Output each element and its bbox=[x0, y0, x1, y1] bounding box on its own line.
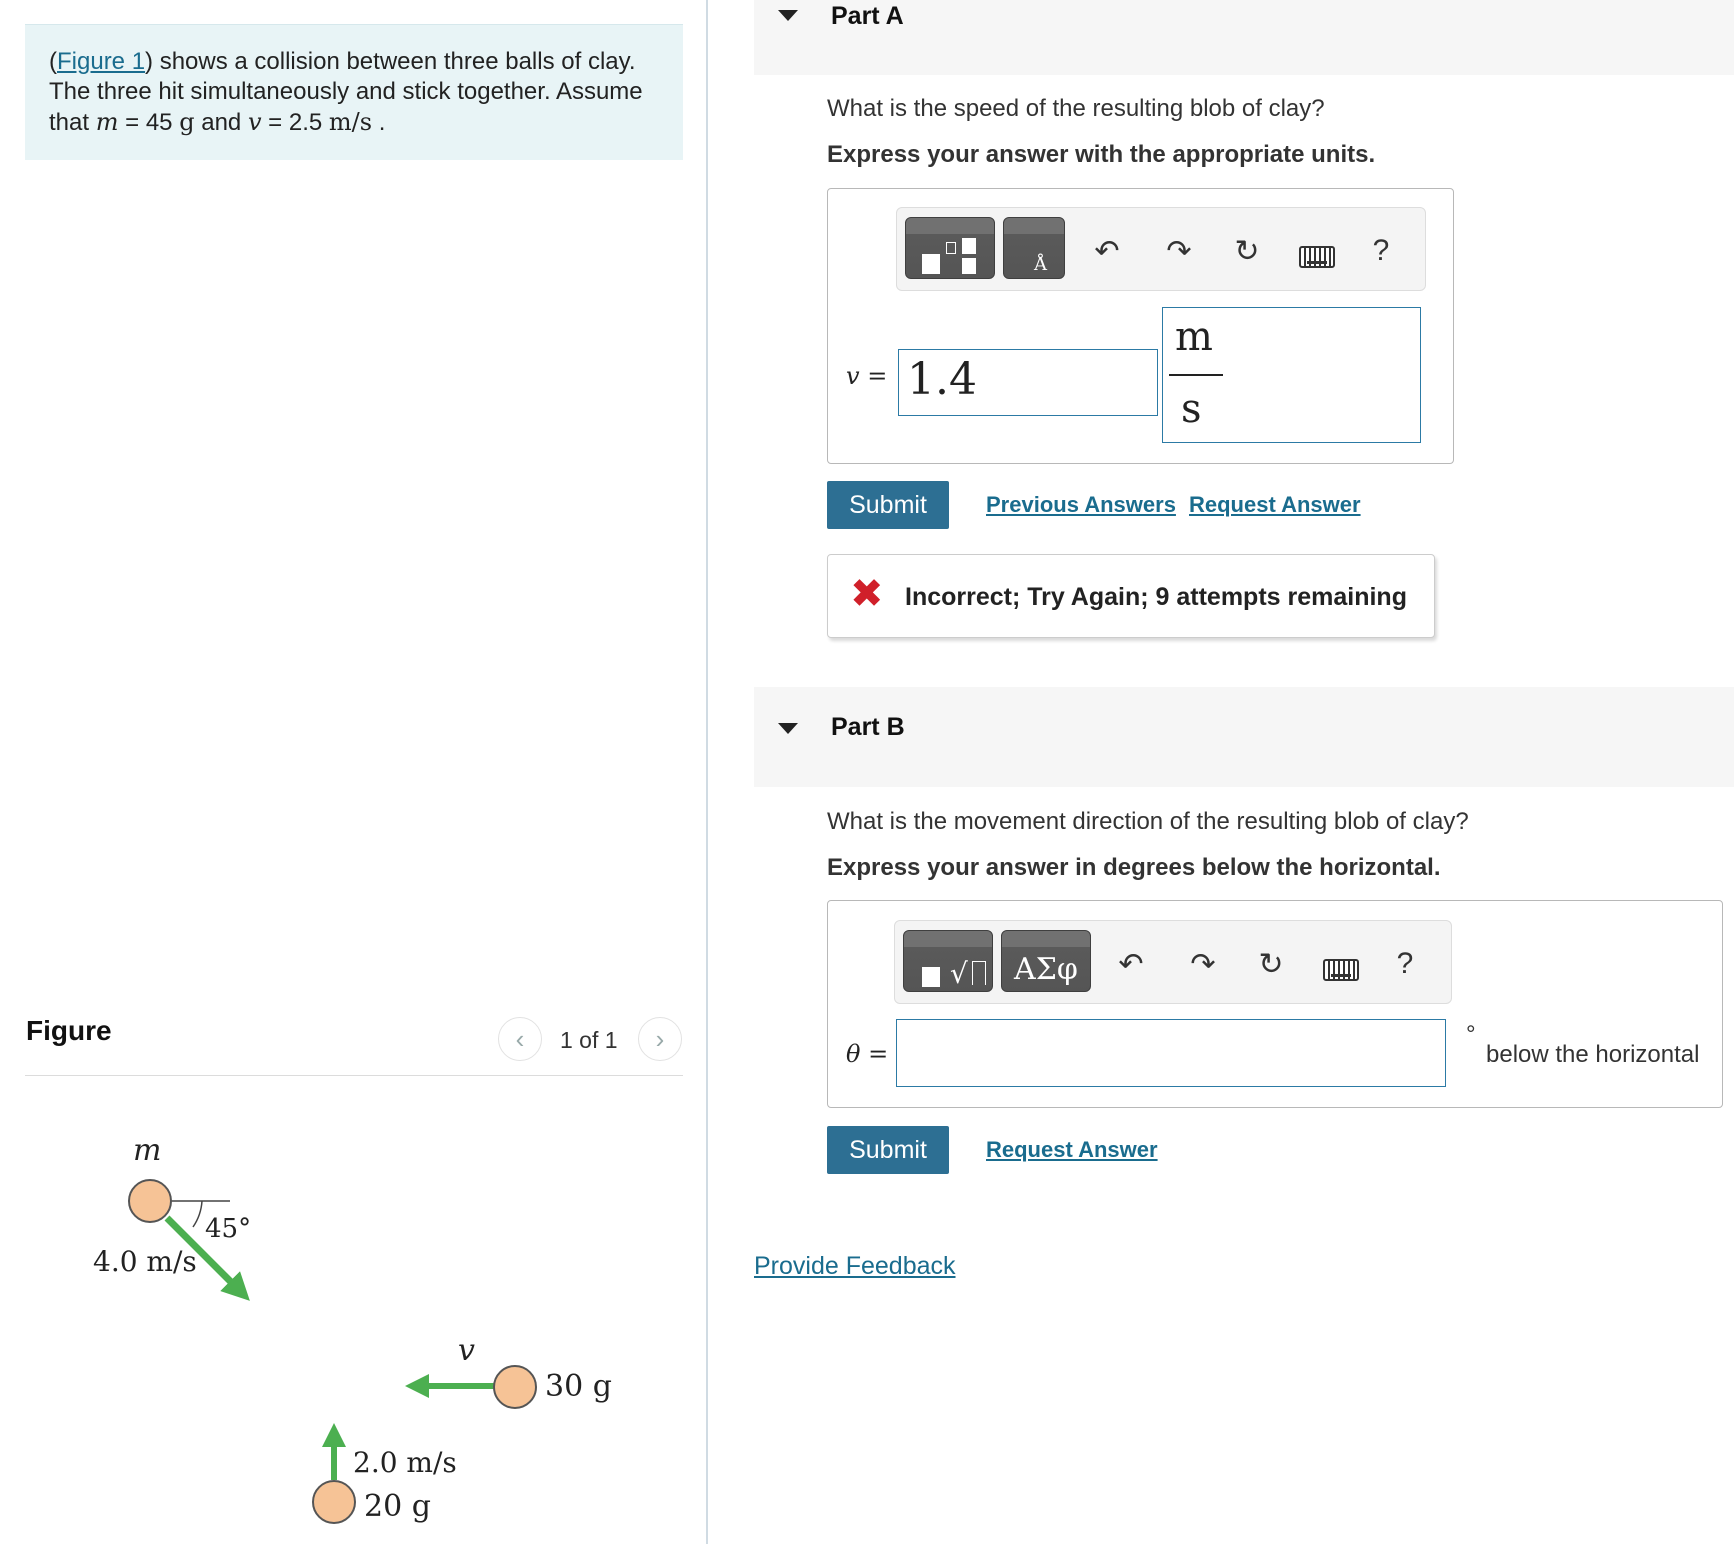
caret-down-icon[interactable] bbox=[778, 10, 798, 21]
panel-divider bbox=[706, 0, 708, 1544]
problem-statement bbox=[25, 24, 683, 160]
unit-denominator: s bbox=[1181, 386, 1202, 432]
reset-icon[interactable]: ↻ bbox=[1234, 235, 1260, 268]
help-icon[interactable]: ? bbox=[1396, 947, 1414, 980]
unit-ms: m/s bbox=[328, 108, 373, 136]
feedback-message bbox=[827, 554, 1435, 638]
templates-icon[interactable] bbox=[905, 217, 995, 279]
angle-suffix-text: below the horizontal bbox=[1486, 1041, 1700, 1068]
part-a-var-label: v = bbox=[846, 362, 888, 390]
part-a-request-answer-link[interactable]: Request Answer bbox=[1189, 492, 1361, 517]
part-b-question: What is the movement direction of the resulting blob of clay? bbox=[827, 808, 1469, 835]
figure-divider bbox=[25, 1075, 683, 1076]
figure-pagination bbox=[498, 1017, 684, 1063]
templates-icon[interactable]: √ bbox=[903, 930, 993, 992]
unit-g: g bbox=[179, 108, 195, 136]
greek-letters-icon[interactable]: ΑΣφ bbox=[1001, 930, 1091, 992]
previous-answers-link[interactable]: Previous Answers bbox=[986, 492, 1176, 517]
units-icon[interactable]: Å bbox=[1003, 217, 1065, 279]
part-a-submit-button[interactable]: Submit bbox=[827, 481, 949, 529]
part-b-answer-box bbox=[827, 900, 1723, 1108]
label-speed-bottom: 2.0 m/s bbox=[353, 1446, 457, 1479]
part-b-title: Part B bbox=[831, 713, 905, 741]
var-m: m bbox=[95, 108, 119, 136]
figure-link[interactable]: Figure 1 bbox=[57, 48, 146, 75]
part-b-toolbar bbox=[894, 920, 1452, 1004]
part-b-header[interactable] bbox=[754, 687, 1734, 787]
part-a-title: Part A bbox=[831, 2, 904, 30]
error-x-icon: ✖ bbox=[850, 572, 884, 616]
part-a-answer-box bbox=[827, 188, 1454, 464]
part-a-toolbar bbox=[896, 207, 1426, 291]
keyboard-icon[interactable] bbox=[1299, 246, 1335, 268]
angle-input[interactable] bbox=[896, 1019, 1446, 1087]
unit-input[interactable] bbox=[1162, 307, 1421, 443]
reset-icon[interactable]: ↻ bbox=[1258, 948, 1284, 981]
redo-icon[interactable]: ↷ bbox=[1190, 948, 1216, 981]
collision-figure bbox=[25, 1080, 685, 1540]
part-b-var-label: θ = bbox=[846, 1040, 889, 1068]
label-velocity-v: v bbox=[458, 1333, 475, 1368]
keyboard-icon[interactable] bbox=[1323, 959, 1359, 981]
figure-counter: 1 of 1 bbox=[560, 1027, 618, 1053]
ball-m bbox=[129, 1180, 171, 1222]
label-speed-top: 4.0 m/s bbox=[93, 1245, 197, 1278]
label-angle: 45° bbox=[205, 1214, 252, 1244]
speed-value: 1.4 bbox=[907, 354, 977, 405]
caret-down-icon[interactable] bbox=[778, 723, 798, 734]
speed-input[interactable] bbox=[898, 349, 1158, 416]
part-b-submit-button[interactable]: Submit bbox=[827, 1126, 949, 1174]
part-b-request-answer-link[interactable]: Request Answer bbox=[986, 1137, 1158, 1162]
redo-icon[interactable]: ↷ bbox=[1166, 235, 1192, 268]
feedback-text: Incorrect; Try Again; 9 attempts remaining bbox=[905, 583, 1407, 611]
var-v: v bbox=[247, 108, 262, 136]
angle-arc bbox=[193, 1201, 202, 1227]
figure-heading: Figure bbox=[26, 1015, 112, 1046]
part-a-instruction: Express your answer with the appropriate units. bbox=[827, 141, 1376, 168]
label-mass-m: m bbox=[133, 1133, 162, 1168]
help-icon[interactable]: ? bbox=[1372, 234, 1390, 267]
chevron-right-icon[interactable]: › bbox=[638, 1017, 682, 1061]
problem-line-1: (Figure 1) shows a collision between three balls of clay. bbox=[49, 48, 636, 75]
part-a-question: What is the speed of the resulting blob of clay? bbox=[827, 95, 1325, 122]
fraction-bar bbox=[1169, 374, 1223, 376]
chevron-left-icon[interactable]: ‹ bbox=[498, 1017, 542, 1061]
problem-line-2: The three hit simultaneously and stick together. Assume bbox=[49, 78, 643, 105]
degree-symbol: ° bbox=[1466, 1021, 1476, 1048]
provide-feedback-link[interactable]: Provide Feedback bbox=[754, 1252, 956, 1280]
label-mass-20: 20 g bbox=[364, 1489, 431, 1524]
undo-icon[interactable]: ↶ bbox=[1094, 235, 1120, 268]
undo-icon[interactable]: ↶ bbox=[1118, 948, 1144, 981]
part-b-instruction: Express your answer in degrees below the horizontal. bbox=[827, 854, 1441, 881]
ball-20g bbox=[313, 1481, 355, 1523]
unit-numerator: m bbox=[1175, 314, 1213, 360]
problem-line-3: that m = 45 g and v = 2.5 m/s . bbox=[49, 108, 386, 136]
label-mass-30: 30 g bbox=[545, 1369, 612, 1404]
part-a-header[interactable] bbox=[754, 0, 1734, 75]
ball-30g bbox=[494, 1366, 536, 1408]
